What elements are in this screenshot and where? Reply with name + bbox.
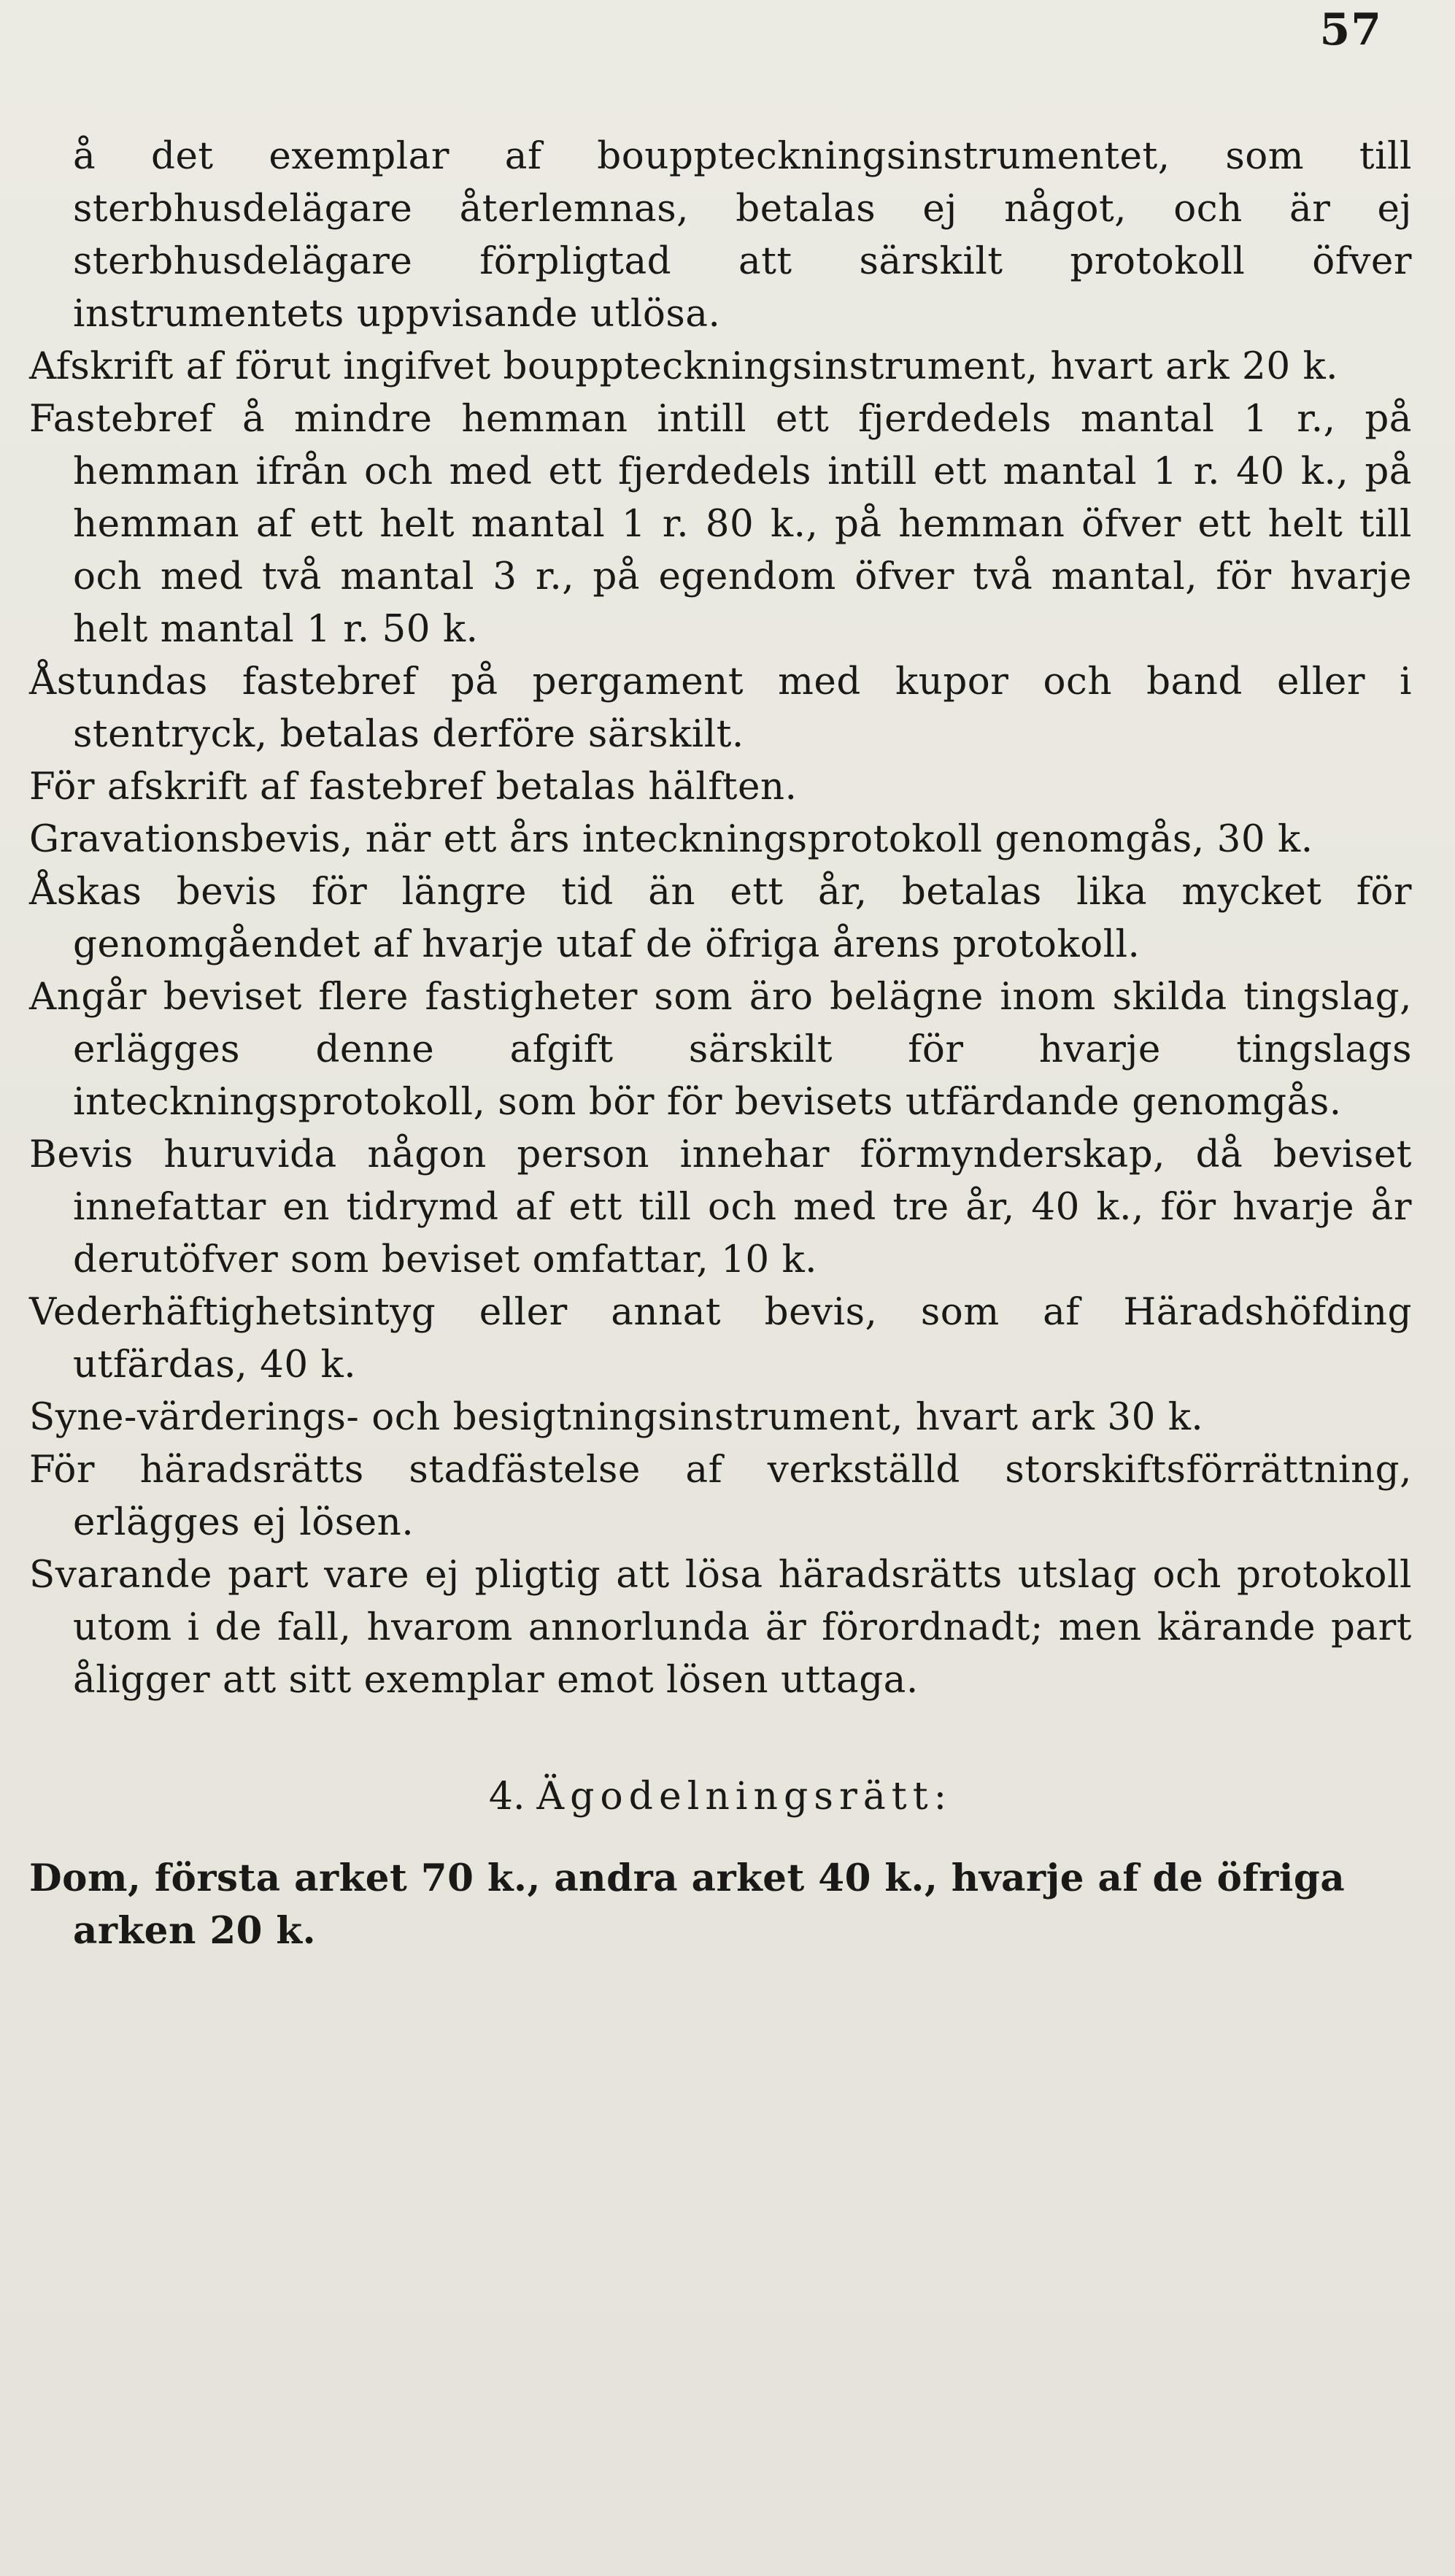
page-number: 57 bbox=[1319, 4, 1382, 55]
entry-askas-bevis: Åskas bevis för längre tid än ett år, betalas lika mycket för genomgåendet af hvarje utaf de öfriga årens protokoll. bbox=[29, 870, 1412, 966]
section-number: 4. bbox=[488, 1775, 525, 1819]
entry-continuation: å det exemplar af bouppteckningsinstrumentet, som till sterbhusdelägare återlemnas, betalas ej något, och är ej sterbhusdelägare förpligtad att särskilt protokoll öfver instrumentets uppvisande utlösa. bbox=[73, 134, 1412, 336]
entry-vederhaftighetsintyg: Vederhäftighetsintyg eller annat bevis, som af Häradshöfding utfärdas, 40 k. bbox=[29, 1290, 1412, 1387]
entry-formynderskap: Bevis huruvida någon person innehar förmynderskap, då beviset innefattar en tidrymd af ett till och med tre år, 40 k., för hvarje år derutöfver som beviset omfattar, 10 k. bbox=[29, 1133, 1412, 1281]
entry-svarande-part: Svarande part vare ej pligtig att lösa häradsrätts utslag och protokoll utom i de fall, hvarom annorlunda är förordnadt; men kärande part åligger att sitt exemplar emot lösen uttaga. bbox=[29, 1553, 1412, 1702]
entry-afskrift-fastebref: För afskrift af fastebref betalas hälften. bbox=[29, 765, 798, 809]
entry-gravationsbevis: Gravationsbevis, när ett års inteckningsprotokoll genomgås, 30 k. bbox=[29, 817, 1313, 861]
entry-angar-beviset: Angår beviset flere fastigheter som äro belägne inom skilda tingslag, erlägges denne afgift särskilt för hvarje tingslags inteckningsprotokoll, som bör för bevisets utfärdande genomgås. bbox=[29, 975, 1412, 1124]
entry-storskift: För häradsrätts stadfästelse af verkställd storskiftsförrättning, erlägges ej lösen. bbox=[29, 1448, 1412, 1544]
entry-afskrift: Afskrift af förut ingifvet bouppteckningsinstrument, hvart ark 20 k. bbox=[29, 344, 1339, 388]
entry-syne-vardering: Syne-värderings- och besigtningsinstrument, hvart ark 30 k. bbox=[29, 1395, 1204, 1439]
entry-pergament: Åstundas fastebref på pergament med kupor och band eller i stentryck, betalas derföre särskilt. bbox=[29, 660, 1412, 756]
entry-dom: Dom, första arket 70 k., andra arket 40 k., hvarje af de öfriga arken 20 k. bbox=[29, 1856, 1346, 1953]
text-block bbox=[29, 130, 1412, 1957]
section-title: Ägodelningsrätt: bbox=[536, 1775, 953, 1819]
section-heading bbox=[29, 1770, 1412, 1823]
entry-fastebref: Fastebref å mindre hemman intill ett fjerdedels mantal 1 r., på hemman ifrån och med ett fjerdedels intill ett mantal 1 r. 40 k., på hemman af ett helt mantal 1 r. 80 k., på hemman öfver ett helt till och med två mantal 3 r., på egendom öfver två mantal, för hvarje helt mantal 1 r. 50 k. bbox=[29, 397, 1412, 651]
